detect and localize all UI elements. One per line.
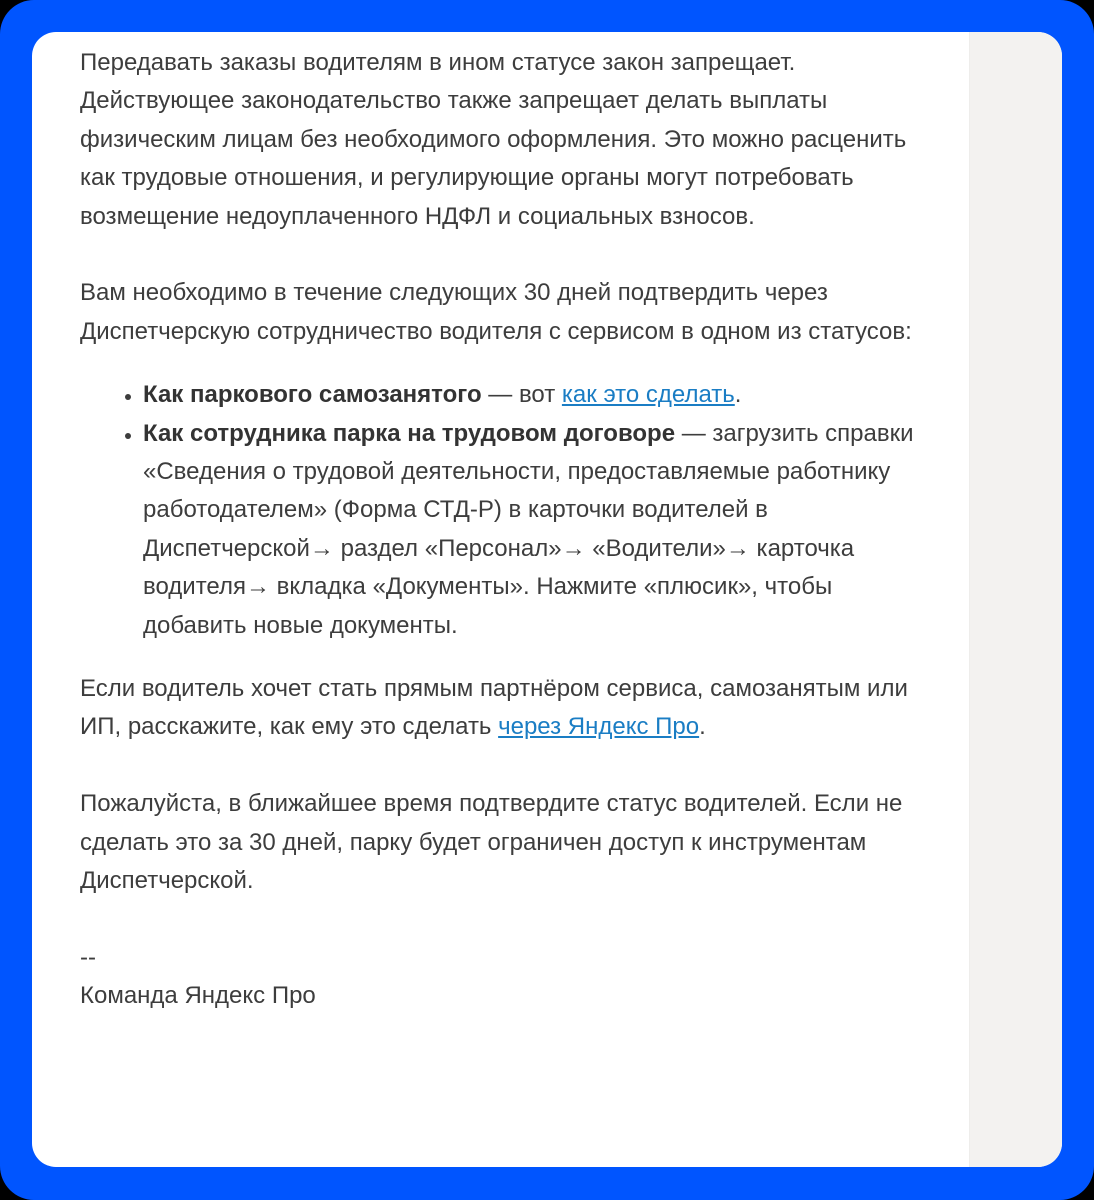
how-to-link[interactable]: как это сделать <box>561 381 735 409</box>
side-panel-strip <box>969 32 1062 1167</box>
status-options-list <box>80 376 920 645</box>
paragraph-deadline: Пожалуйста, в ближайшее время подтвердите статус водителей. Если не сделать это за 30 дней, парку будет ограничен доступ к инструментам Диспетчерской. <box>80 790 903 895</box>
spacer <box>80 747 920 785</box>
list-item-title: Как сотрудника парка на трудовом договоре <box>143 419 676 447</box>
paragraph-direct-partner <box>80 670 920 747</box>
list-item-employee <box>143 415 920 645</box>
spacer <box>80 236 920 274</box>
signature-team: Команда Яндекс Про <box>80 982 316 1010</box>
yandex-pro-link[interactable]: через Яндекс Про <box>498 713 700 741</box>
email-card <box>32 32 1062 1167</box>
list-item-text: — загрузить справки «Сведения о трудовой деятельности, предоставляемые работнику работодателем» (Форма СТД-Р) в карточки водителей в Диспетчерской→ раздел «Персонал»→ «Водители»→ карточка водителя→ вкладка «Документы». Нажмите «плюсик», чтобы добавить новые документы. <box>143 419 914 639</box>
paragraph-legal-warning: Передавать заказы водителям в ином статусе закон запрещает. Действующее законодательство также запрещает делать выплаты физическим лицам без необходимого оформления. Это можно расценить как трудовые отношения, и регулирующие органы могут потребовать возмещение недоуплаченного НДФЛ и социальных взносов. <box>80 49 907 230</box>
email-body <box>80 44 920 1016</box>
list-item-after: . <box>734 381 742 409</box>
list-item-self-employed <box>143 376 920 414</box>
paragraph-confirm-status: Вам необходимо в течение следующих 30 дней подтвердить через Диспетчерскую сотрудничество водителя с сервисом в одном из статусов: <box>80 279 912 345</box>
paragraph-text: Если водитель хочет стать прямым партнёром сервиса, самозанятым или ИП, расскажите, как ему это сделать <box>80 675 908 741</box>
signature-separator: -- <box>80 943 96 971</box>
list-item-text: — вот <box>481 381 562 409</box>
paragraph-text-end: . <box>699 713 706 741</box>
list-item-title: Как паркового самозанятого <box>143 381 482 409</box>
spacer <box>80 901 920 939</box>
